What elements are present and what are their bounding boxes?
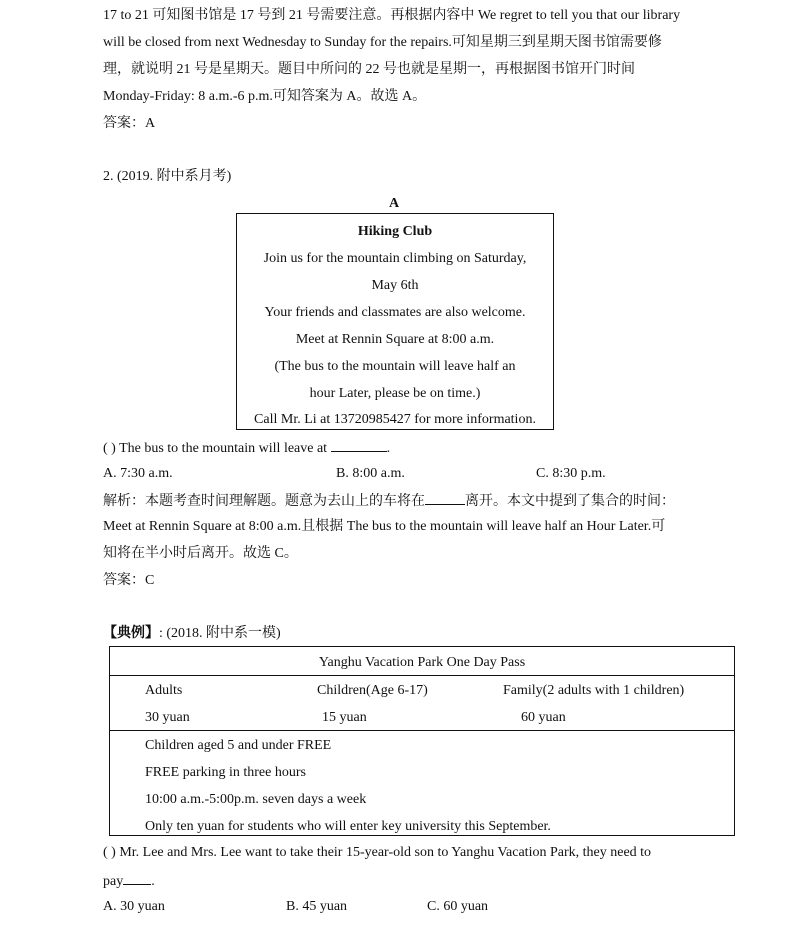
table-note: Only ten yuan for students who will enter key university this September. — [145, 819, 551, 834]
example-heading — [103, 624, 281, 644]
table-divider — [110, 730, 734, 731]
example-question-end: . — [151, 874, 155, 889]
q2-analysis-line-1 — [103, 490, 675, 512]
example-option-c: C. 60 yuan — [427, 899, 489, 914]
table-header-family: Family(2 adults with 1 children) — [503, 683, 685, 698]
table-note: FREE parking in three hours — [145, 765, 306, 780]
intro-line-1: 17 to 21 可知图书馆是 17 号到 21 号需要注意。再根据内容中 We regret to tell you that our library — [103, 8, 681, 23]
example-question-line-2 — [103, 870, 155, 892]
example-option-b: B. 45 yuan — [286, 899, 348, 914]
q2-analysis-line-2: Meet at Rennin Square at 8:00 a.m.且根据 The bus to the mountain will leave half an Hour Later.可 — [103, 519, 666, 534]
poster-line: May 6th — [371, 278, 419, 293]
analysis-text: 离开。本文中提到了集合的时间： — [465, 494, 675, 509]
q2-option-c: C. 8:30 p.m. — [536, 466, 606, 481]
q2-option-a: A. 7:30 a.m. — [103, 466, 173, 481]
intro-answer: 答案：A — [103, 116, 156, 131]
example-heading-source: : (2018. 附中系一模) — [159, 626, 281, 641]
table-title: Yanghu Vacation Park One Day Pass — [318, 655, 526, 670]
table-note: 10:00 a.m.-5:00p.m. seven days a week — [145, 792, 367, 807]
poster-line: Meet at Rennin Square at 8:00 a.m. — [295, 332, 495, 347]
table-price-children: 15 yuan — [322, 710, 367, 725]
example-question-text: pay — [103, 874, 124, 889]
analysis-blank — [425, 490, 465, 505]
poster-line: hour Later, please be on time.) — [309, 386, 481, 401]
table-price-adults: 30 yuan — [145, 710, 190, 725]
poster-line: Your friends and classmates are also welcome. — [264, 305, 526, 320]
q2-question-text: ( ) The bus to the mountain will leave at — [103, 441, 328, 456]
q2-heading: 2. (2019. 附中系月考) — [103, 169, 232, 184]
q2-analysis-line-3: 知将在半小时后离开。故选 C。 — [103, 546, 298, 561]
hiking-club-poster — [236, 213, 554, 430]
table-note: Children aged 5 and under FREE — [145, 738, 332, 753]
intro-line-4: Monday-Friday: 8 a.m.-6 p.m.可知答案为 A。故选 A。 — [103, 89, 427, 104]
pass-table — [109, 646, 735, 836]
example-option-a: A. 30 yuan — [103, 899, 165, 914]
poster-line: Call Mr. Li at 13720985427 for more information. — [254, 412, 536, 427]
example-heading-label: 【典例】 — [103, 626, 159, 641]
poster-line: (The bus to the mountain will leave half an — [274, 359, 516, 374]
poster-label: A — [389, 196, 400, 211]
q2-question-end: . — [386, 441, 391, 456]
answer-blank[interactable] — [123, 870, 151, 885]
poster-line: Join us for the mountain climbing on Saturday, — [263, 251, 527, 266]
poster-title: Hiking Club — [357, 224, 433, 239]
table-price-family: 60 yuan — [521, 710, 566, 725]
q2-option-b: B. 8:00 a.m. — [336, 466, 405, 481]
q2-question — [103, 437, 390, 459]
answer-blank[interactable] — [331, 437, 387, 452]
intro-line-2: will be closed from next Wednesday to Sunday for the repairs.可知星期三到星期天图书馆需要修 — [103, 35, 662, 50]
q2-answer: 答案：C — [103, 573, 155, 588]
table-divider — [110, 675, 734, 676]
analysis-text: 解析：本题考查时间理解题。题意为去山上的车将在 — [103, 494, 425, 509]
intro-line-3: 理，就说明 21 号是星期天。题目中所问的 22 号也就是星期一，再根据图书馆开门时间 — [103, 62, 635, 77]
table-header-children: Children(Age 6-17) — [317, 683, 428, 698]
table-header-adults: Adults — [145, 683, 183, 698]
example-question-line-1: ( ) Mr. Lee and Mrs. Lee want to take their 15-year-old son to Yanghu Vacation Park, they need to — [103, 845, 652, 860]
